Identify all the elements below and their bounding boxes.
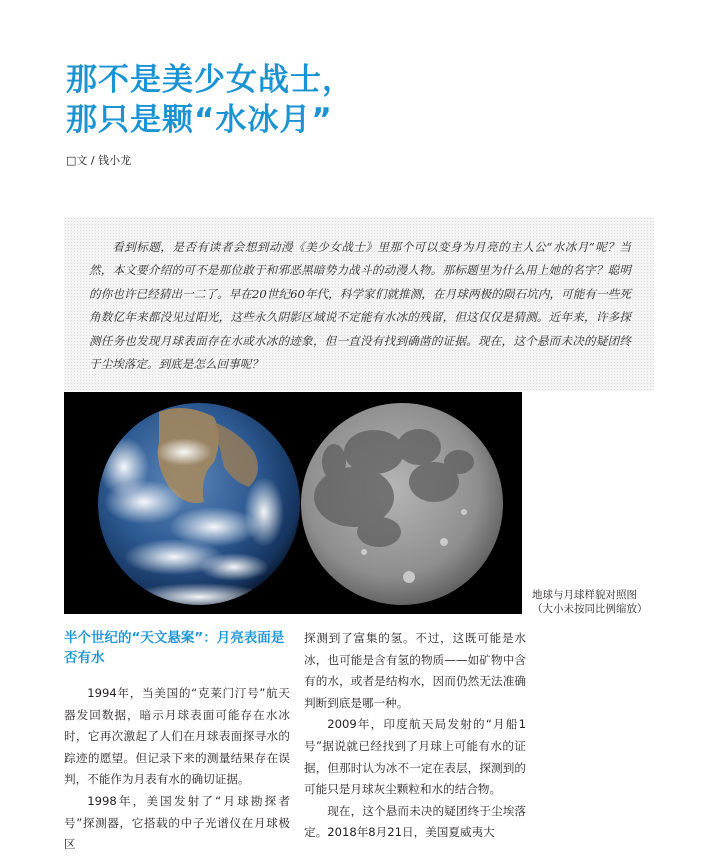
caption-line-2: （大小未按同比例缩放）: [532, 603, 648, 615]
left-column: [64, 628, 290, 856]
intro-box: [64, 217, 654, 391]
caption-line-1: 地球与月球样貌对照图: [532, 589, 637, 601]
body-paragraph: 1998年，美国发射了“月球勘探者号”探测器，它搭载的中子光谱仪在月球极区: [64, 793, 290, 852]
section-heading: 半个世纪的“天文悬案”：月亮表面是否有水: [64, 630, 285, 666]
body-paragraph: 现在，这个悬而未决的疑团终于尘埃落定。2018年8月21日，美国夏威夷大: [304, 803, 526, 840]
right-column: [304, 628, 526, 844]
intro-paragraph: 看到标题，是否有读者会想到动漫《美少女战士》里那个可以变身为月亮的主人公“水冰月”呢？当然，本文要介绍的可不是那位敢于和邪恶黑暗势力战斗的动漫人物。那标题里为什么用上她的名字？聪明的你也许已经猜出一二了。早在20世纪60年代，科学家们就推测，在月球两极的陨石坑内，可能有一些死角数亿年来都没见过阳光，这些永久阴影区域说不定能有水冰的残留，但这仅仅是猜测。近年来，许多探测任务也发现月球表面存在水或水冰的迹象，但一直没有找到确凿的证据。现在，这个悬而未决的疑团终于尘埃落定。到底是怎么回事呢？: [89, 240, 631, 372]
earth-moon-figure: [64, 392, 522, 614]
article-title: [66, 60, 354, 140]
author-byline: □文 / 钱小龙: [66, 154, 132, 167]
figure-caption: [532, 588, 702, 616]
body-paragraph: 探测到了富集的氢。不过，这既可能是水冰，也可能是含有氢的物质——如矿物中含有的水，或者是结构水，因而仍然无法准确判断到底是哪一种。: [304, 631, 526, 710]
moon-image: [301, 403, 503, 605]
earth-image: [98, 403, 300, 611]
title-line-2: 那只是颗“水冰月”: [66, 102, 333, 138]
title-line-1: 那不是美少女战士，: [66, 62, 354, 98]
body-paragraph: 1994年，当美国的“克莱门汀号”航天器发回数据，暗示月球表面可能存在水冰时，它再次激起了人们在月球表面探寻水的踪迹的愿望。但记录下来的测量结果存在误判，不能作为月表有水的确切证据。: [64, 686, 290, 787]
body-paragraph: 2009年，印度航天局发射的“月船1号”据说就已经找到了月球上可能有水的证据，但那时认为冰不一定在表层，探测到的可能只是月球灰尘颗粒和水的结合物。: [304, 717, 526, 797]
